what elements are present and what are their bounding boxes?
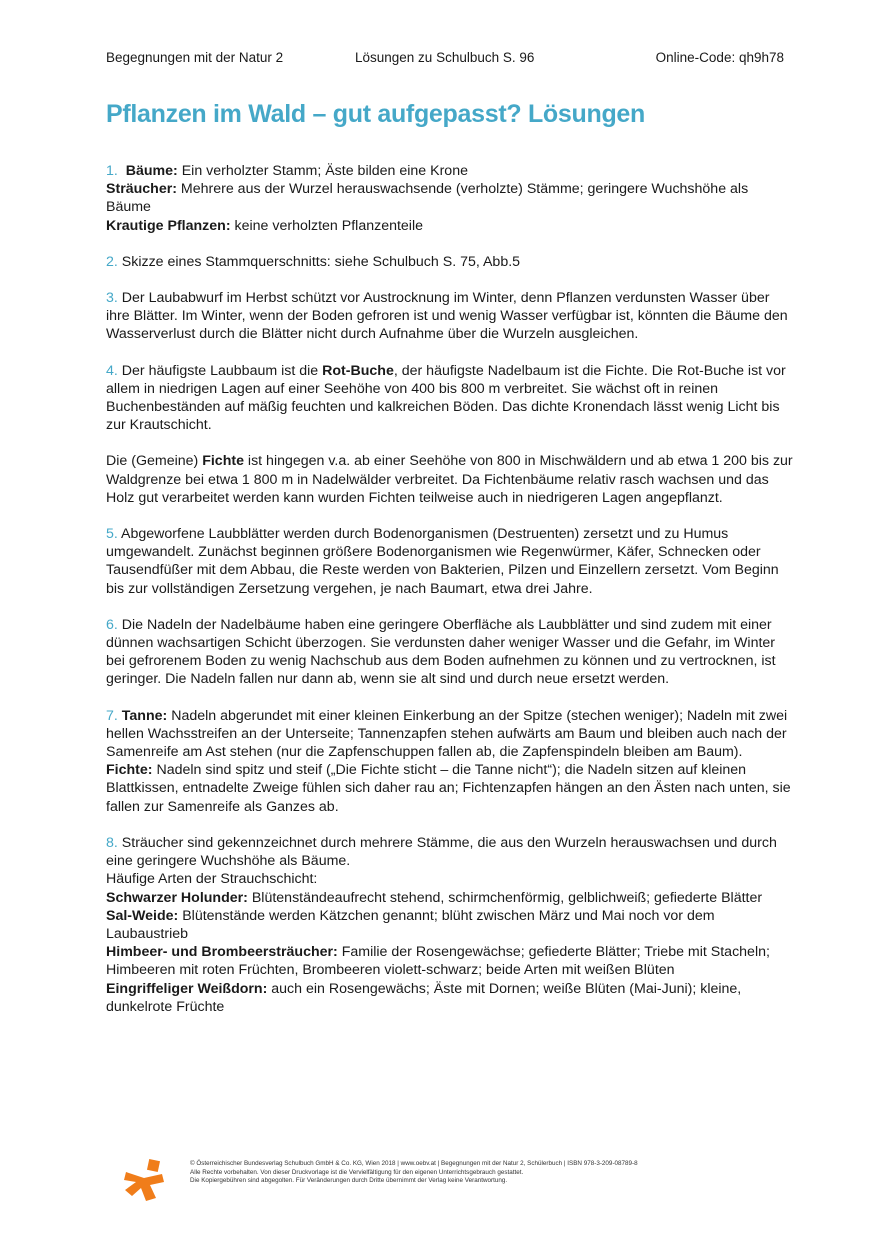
answer-text: Skizze eines Stammquerschnitts: siehe Schulbuch S. 75, Abb.5 xyxy=(117,253,521,270)
term-label: Sal-Weide: xyxy=(106,907,179,924)
answer-6 xyxy=(106,616,796,689)
answer-text: Die Nadeln der Nadelbäume haben eine geringere Oberfläche als Laubblätter und sind zudem mit einer dünnen wachsartigen Schicht überzogen. Sie verdunsten daher weniger Wasser und die Gefahr, im Winter bei gefrorenem Boden zu wenig Nachschub aus dem Boden aufnehmen zu können und zu vertrocknen, ist geringer. Die Nadeln fallen nur dann ab, wenn sie alt sind und durch neue ersetzt werden. xyxy=(106,616,776,688)
answer-1 xyxy=(106,162,796,235)
answer-text: Die (Gemeine) xyxy=(106,453,203,470)
answer-number: 8. xyxy=(106,834,118,851)
answer-number: 3. xyxy=(106,290,118,307)
answer-4-fichte xyxy=(106,452,796,507)
term-label: Rot-Buche xyxy=(322,362,394,379)
answer-text: ist hingegen v.a. ab einer Seehöhe von 800 in Mischwäldern und ab etwa 1 200 bis zur Waldgrenze bei etwa 1 800 m in Nadelwälder verbreitet. Da Fichtenbäume relativ rasch wachsen und das Holz gut verarbeitet werden kann wurden Fichten teilweise auch in niedrigeren Lagen angepflanzt. xyxy=(106,453,793,506)
term-label: Schwarzer Holunder: xyxy=(106,889,248,906)
book-title: Begegnungen mit der Natur 2 xyxy=(106,50,284,65)
answer-text: Der Laubabwurf im Herbst schützt vor Austrocknung im Winter, denn Pflanzen verdunsten Wasser über ihre Blätter. Im Winter, wenn der Boden gefroren ist und wenig Wasser verfügbar ist, könnten die Bäume den Wasserverlust durch die Blätter nicht durch Aufnahme über die Wurzeln ausgleichen. xyxy=(106,290,788,343)
term-text: Ein verholzter Stamm; Äste bilden eine Krone xyxy=(177,163,468,179)
term-text: Familie der Rosengewächse; gefiederte Blätter; Triebe mit Stacheln; Himbeeren mit roten Früchten, Brombeeren violett-schwarz; beide Arten mit weißen Blüten xyxy=(106,944,770,979)
answer-number: 4. xyxy=(106,362,118,379)
answer-text: , der häufigste Nadelbaum ist die Fichte. Die Rot-Buche ist vor allem in niedrigen Lagen auf einer Seehöhe von 400 bis 800 m verbreitet. Sie wächst oft in reinen Buchenbeständen auf mäßig feuchten und kalkreichen Böden. Das dichte Kronendach lässt wenig Licht bis zur Krautschicht. xyxy=(106,362,786,434)
term-label: Eingriffeliger Weißdorn: xyxy=(106,980,268,997)
answer-text: Nadeln sind spitz und steif („Die Fichte sticht – die Tanne nicht“); die Nadeln sitzen auf kleinen Blattkissen, entnadelte Zweige fühlen sich daher rau an; Fichtenzapfen hängen an den Ästen nach unten, sie fallen zur Samenreife als Ganzes ab. xyxy=(106,762,791,815)
answer-5 xyxy=(106,525,796,598)
page-footer xyxy=(122,1158,742,1208)
answer-4 xyxy=(106,362,796,435)
rights-line: Alle Rechte vorbehalten. Von dieser Druckvorlage ist die Vervielfältigung für den eigenen Unterrichtsgebrauch gestattet. xyxy=(190,1168,524,1176)
copyright-line: © Österreichischer Bundesverlag Schulbuch GmbH & Co. KG, Wien 2018 | www.oebv.at | Begegnungen mit der Natur 2, Schülerbuch | ISBN 978-3-209-08789-8 xyxy=(190,1160,638,1167)
fees-line: Die Kopiergebühren sind abgegolten. Für Veränderungen durch Dritte übernimmt der Verlag keine Verantwortung. xyxy=(190,1177,508,1185)
term-text: keine verholzten Pflanzenteile xyxy=(230,217,424,234)
legal-notice xyxy=(190,1160,638,1186)
answer-8 xyxy=(106,834,796,1016)
term-text: Mehrere aus der Wurzel herauswachsende (verholzte) Stämme; geringere Wuchshöhe als Bäume xyxy=(106,181,749,216)
term-label: Tanne: xyxy=(117,707,168,724)
answer-text: Abgeworfene Laubblätter werden durch Bodenorganismen (Destruenten) zersetzt und zu Humus umgewandelt. Zunächst beginnen größere Bodenorganismen wie Regenwürmer, Käfer, Schnecken oder Tausendfüßer mit dem Abbau, die Reste werden von Bakterien, Pilzen und Einzellern zersetzt. Vom Beginn bis zur vollständigen Zersetzung vergehen, je nach Baumart, etwa drei Jahre. xyxy=(106,526,779,597)
term-label: Krautige Pflanzen: xyxy=(106,217,231,234)
solution-reference: Lösungen zu Schulbuch S. 96 xyxy=(355,50,535,65)
answer-number: 7. xyxy=(106,707,118,724)
term-text: Blütenständeaufrecht stehend, schirmchenförmig, gelblichweiß; gefiederte Blätter xyxy=(247,889,763,906)
term-label: Himbeer- und Brombeersträucher: xyxy=(106,944,338,961)
term-label: Bäume: xyxy=(125,163,178,179)
answer-text: Sträucher sind gekennzeichnet durch mehrere Stämme, die aus den Wurzeln herauswachsen und durch eine geringere Wuchshöhe als Bäume. xyxy=(106,834,777,870)
term-text: Blütenstände werden Kätzchen genannt; blüht zwischen März und Mai noch vor dem Laubaustrieb xyxy=(106,907,715,942)
answer-number: 5. xyxy=(106,526,118,543)
answer-number: 2. xyxy=(106,253,118,270)
answer-number: 6. xyxy=(106,616,118,633)
answer-7 xyxy=(106,707,796,816)
term-label: Sträucher: xyxy=(106,181,177,198)
term-text: auch ein Rosengewächs; Äste mit Dornen; weiße Blüten (Mai-Juni); kleine, dunkelrote Früchte xyxy=(106,980,742,1015)
answer-text: Der häufigste Laubbaum ist die xyxy=(117,362,323,379)
online-code: Online-Code: qh9h78 xyxy=(655,50,784,65)
term-label: Fichte: xyxy=(106,762,153,779)
oebv-star-logo-icon xyxy=(122,1158,166,1202)
term-label: Fichte xyxy=(202,453,244,470)
answer-number: 1. xyxy=(106,163,118,179)
answer-text: Nadeln abgerundet mit einer kleinen Einkerbung an der Spitze (stechen weniger); Nadeln mit zwei hellen Wachsstreifen an der Unterseite; Tannenzapfen stehen aufwärts am Baum und bleiben auch nach der Samenreife am Ast stehen (nur die Zapfenschuppen fallen ab, die Zapfenspindeln bleiben am Baum). xyxy=(106,707,788,761)
page-title: Pflanzen im Wald – gut aufgepasst? Lösungen xyxy=(106,100,645,128)
answers-content xyxy=(106,162,796,1034)
answer-3 xyxy=(106,289,796,344)
answer-2 xyxy=(106,253,796,271)
page-header xyxy=(106,50,784,70)
list-heading: Häufige Arten der Strauchschicht: xyxy=(106,871,318,888)
